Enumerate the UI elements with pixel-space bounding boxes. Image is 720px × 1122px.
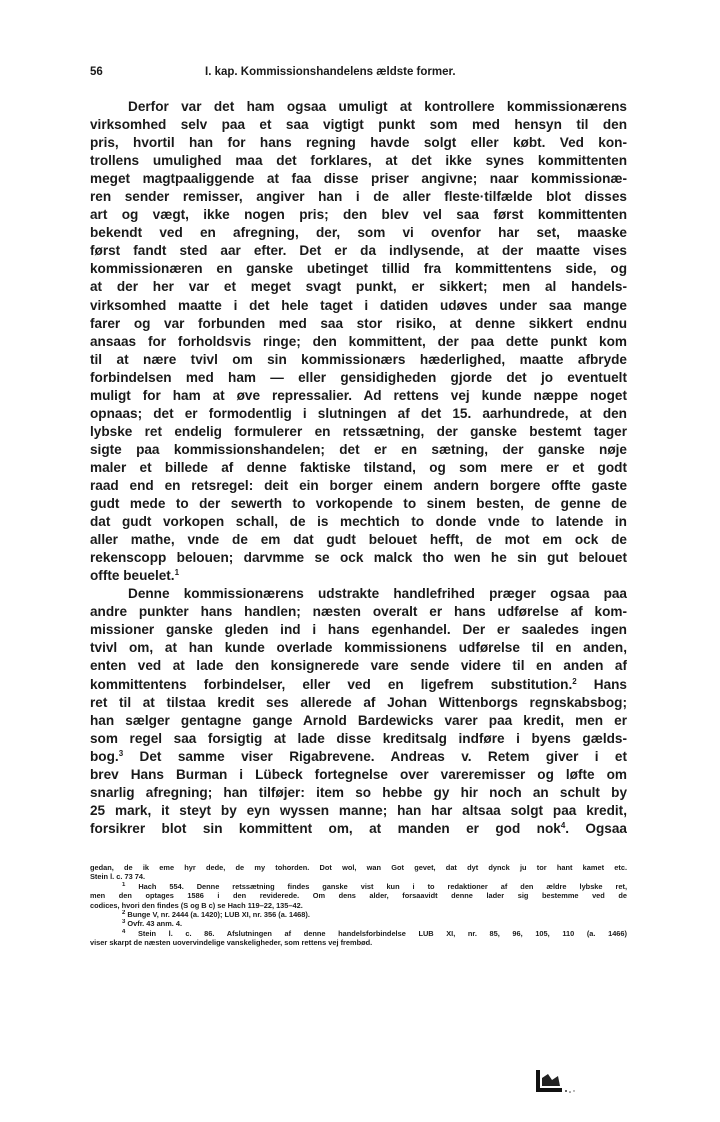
- body-line: [90, 441, 627, 459]
- body-line: [90, 315, 627, 333]
- body-line-text: missioner ganske gleden ind i hans egenhandel. Der er saaledes ingen: [90, 622, 627, 638]
- body-line: [90, 676, 627, 694]
- body-line: [90, 297, 627, 315]
- footnote-line: [90, 863, 627, 872]
- body-line: [90, 170, 627, 188]
- body-line: [90, 730, 627, 748]
- body-line-text: tvivl om, at han kunde overlade kommissionens udførelse til en anden,: [90, 640, 627, 656]
- footnote-line: [90, 891, 627, 900]
- body-line-continuation: Det samme viser Rigabrevene. Andreas v. Retem giver i et: [123, 748, 627, 764]
- footnote-line: [90, 929, 627, 938]
- body-line: [90, 694, 627, 712]
- body-line-text: ren sender remisser, angiver han i de aller fleste·tilfælde blot disses: [90, 189, 627, 205]
- body-line: [90, 242, 627, 260]
- footnote-number: 2: [122, 909, 126, 916]
- body-line: [90, 549, 627, 567]
- body-line: [90, 657, 627, 675]
- body-line: [90, 639, 627, 657]
- body-line-text: 25 mark, it steyt by eyn wyssen manne; han har altsaa solgt paa kredit,: [90, 802, 627, 818]
- library-stamp-mark: [532, 1066, 580, 1098]
- body-line-text: andre punkter hans handlen; næsten overalt er hans udførelse af kom-: [90, 604, 627, 620]
- body-line-text: forbindelsen med ham — eller gensidigheden gjorde det jo eventuelt: [90, 369, 627, 385]
- footnote-number: 4: [122, 928, 126, 935]
- body-line: [90, 495, 627, 513]
- body-line: [90, 134, 627, 152]
- body-line-text: kommissionæren en ganske ubetinget tillid fra kommittentens side, og: [90, 261, 627, 277]
- body-line-continuation: Hans: [576, 676, 627, 692]
- body-line: [90, 784, 627, 802]
- footnote-marker: 3: [118, 748, 124, 758]
- body-line: [90, 333, 627, 351]
- body-line: [90, 766, 627, 784]
- footnote-line: [90, 872, 627, 881]
- body-line-text: brev Hans Burman i Lübeck fortegnelse over vareremisser og løfte om: [90, 766, 627, 782]
- footnote-marker: 4: [560, 820, 566, 830]
- footnote-text: gedan, de ik eme hyr dede, de my tohorden. Dot wol, wan Got gevet, dat dyt dynck ju tor hant kamet etc.: [90, 863, 627, 872]
- body-line: [90, 513, 627, 531]
- body-line-text: Denne kommissionærens udstrakte handlefrihed præger ogsaa paa: [128, 586, 627, 602]
- body-line-text: pris, hvortil han for hans regning havde solgt eller købt. Ved kon-: [90, 135, 627, 151]
- footnote-text: Hach 554. Denne retssætning findes ganske vist kun i to redaktioner af den ældre lybske ret,: [125, 881, 627, 891]
- body-line: [90, 188, 627, 206]
- body-line-text: til at nære tvivl om sin kommissionærs hæderlighed, maatte afbryde: [90, 351, 627, 367]
- footnote-text: Bunge V, nr. 2444 (a. 1420); LUB XI, nr. 356 (a. 1468).: [125, 909, 310, 919]
- page-header: [90, 66, 630, 82]
- body-line: [90, 387, 627, 405]
- body-line: [90, 477, 627, 495]
- body-line-text: raad end en retsregel: deit ein borger einem andern borgere offte gaste: [90, 477, 627, 493]
- body-line: [90, 369, 627, 387]
- footnote-text: Stein l. c. 86. Afslutningen af denne handelsforbindelse LUB XI, nr. 85, 96, 105, 110 (a. 1466): [125, 928, 627, 938]
- footnote-line: [90, 919, 627, 928]
- body-text: [90, 98, 627, 838]
- body-line-text: lybske ret endelig formulerer en retssætning, der ganske bestemt tager: [90, 423, 627, 439]
- body-line-text: maler et billede af denne faktiske tilstand, og som mere er et godt: [90, 459, 627, 475]
- footnote-line: [90, 901, 627, 910]
- body-line-text: enten ved at lade den konsignerede vare sende videre til en anden af: [90, 658, 627, 674]
- body-line: [90, 423, 627, 441]
- body-line: [90, 260, 627, 278]
- body-line-text: opnaas; det er formodentlig i slutningen af det 15. aarhundrede, at den: [90, 405, 627, 421]
- body-line-text: muligt for ham at øve repressalier. Ad rettens vej kunde næppe noget: [90, 387, 627, 403]
- body-line-text: gudt mede to der sewerth to vorkopende to sinem besten, de genne de: [90, 496, 627, 512]
- body-line: [90, 351, 627, 369]
- body-line-text: kommittentens forbindelser, eller ved en ligefrem substitution.: [90, 676, 573, 692]
- footnote-text: viser skarpt de næsten uovervindelige vanskeligheder, som rettens vej frembød.: [90, 938, 373, 948]
- body-line: [90, 820, 627, 838]
- body-line: [90, 603, 627, 621]
- body-line: [90, 206, 627, 224]
- body-line-text: først fandt sted aar efter. Det er da indlysende, at der maatte vises: [90, 243, 627, 259]
- body-line-text: forsikrer blot sin kommittent om, at manden er god nok: [90, 820, 561, 836]
- body-line: [90, 116, 627, 134]
- footnote-text: Ovfr. 43 anm. 4.: [125, 919, 183, 929]
- body-line: [90, 621, 627, 639]
- footnotes: [90, 863, 627, 948]
- body-line-text: bog.: [90, 748, 119, 764]
- page-number: 56: [90, 66, 103, 78]
- body-line-continuation: . Ogsaa: [565, 820, 627, 836]
- body-line-text: trollens umulighed maa det forklares, at det ikke synes kommittenten: [90, 153, 627, 169]
- body-line-text: virksomhed selv paa et saa vigtigt punkt som med hensyn til den: [90, 117, 627, 133]
- body-line-text: bekendt ved en afregning, der, som vi ovenfor har set, maaske: [90, 225, 627, 241]
- body-line-text: virksomhed maatte i det hele taget i datiden udøves under saa mange: [90, 297, 627, 313]
- body-line: [90, 152, 627, 170]
- body-line-text: farer og var forbunden med saa stor risiko, at denne sikkert endnu: [90, 315, 627, 331]
- body-line: [90, 712, 627, 730]
- body-line: [90, 585, 627, 603]
- body-line: [90, 278, 627, 296]
- body-line-text: sigte paa kommissionshandelen; det er en sætning, der ganske nøje: [90, 441, 627, 457]
- body-line-text: art og vægt, ikke nogen pris; den blev vel saa først kommittenten: [90, 207, 627, 223]
- body-line-text: ret til at tilstaa kredit ses allerede af Johan Wittenborgs regnskabsbog;: [90, 694, 627, 710]
- body-line-text: rekenscopp belouen; darvmme se ock malck tho wen he sin gut belouet: [90, 550, 627, 566]
- footnote-marker: 2: [572, 676, 577, 686]
- body-line-text: at der her var et meget svagt punkt, er sikkert; men al handels-: [90, 279, 627, 295]
- body-line-text: snarlig afregning; han tilføjer: item so hebbe gy hir noch an schult by: [90, 784, 627, 800]
- body-line-text: han sælger gentagne gange Arnold Bardewicks varer paa kredit, men er: [90, 712, 627, 728]
- footnote-number: 3: [122, 919, 126, 926]
- body-line-text: Derfor var det ham ogsaa umuligt at kontrollere kommissionærens: [128, 99, 627, 114]
- body-line-text: meget magtpaaliggende at faa disse priser angivne; naar kommissionæ-: [90, 171, 627, 187]
- footnote-text: men den optages 1586 i den reviderede. Om dens alder, forsaavidt denne lader sig bestemme ved de: [90, 891, 627, 901]
- footnote-text: codices, hvori den findes (S og B c) se Hach 119–22, 135–42.: [90, 900, 303, 910]
- body-line-text: offte beuelet.: [90, 568, 175, 584]
- body-line-text: ansaas for forholdsvis ringe; den kommittent, der paa dette punkt kom: [90, 333, 627, 349]
- body-line-text: aller mathe, vnde de em dat gudt belouet hefft, de mot em ock de: [90, 532, 627, 548]
- body-line-text: som regel saa forsigtig at lade disse kreditsalg indføre i byens gælds-: [90, 730, 627, 746]
- footnote-number: 1: [122, 881, 126, 888]
- footnote-text: Stein l. c. 73 74.: [90, 872, 146, 882]
- footnote-line: [90, 882, 627, 891]
- footnote-line: [90, 910, 627, 919]
- body-line: [90, 748, 627, 766]
- body-line: [90, 802, 627, 820]
- body-line: [90, 98, 627, 116]
- body-line: [90, 531, 627, 549]
- body-line-text: dat gudt vorkopen schall, de is mechtich to donde vnde to latende in: [90, 514, 627, 530]
- body-line: [90, 459, 627, 477]
- running-title: I. kap. Kommissionshandelens ældste former.: [205, 66, 456, 78]
- body-line: [90, 567, 627, 585]
- body-line: [90, 405, 627, 423]
- body-line: [90, 224, 627, 242]
- footnote-marker: 1: [174, 568, 180, 578]
- footnote-line: [90, 938, 627, 947]
